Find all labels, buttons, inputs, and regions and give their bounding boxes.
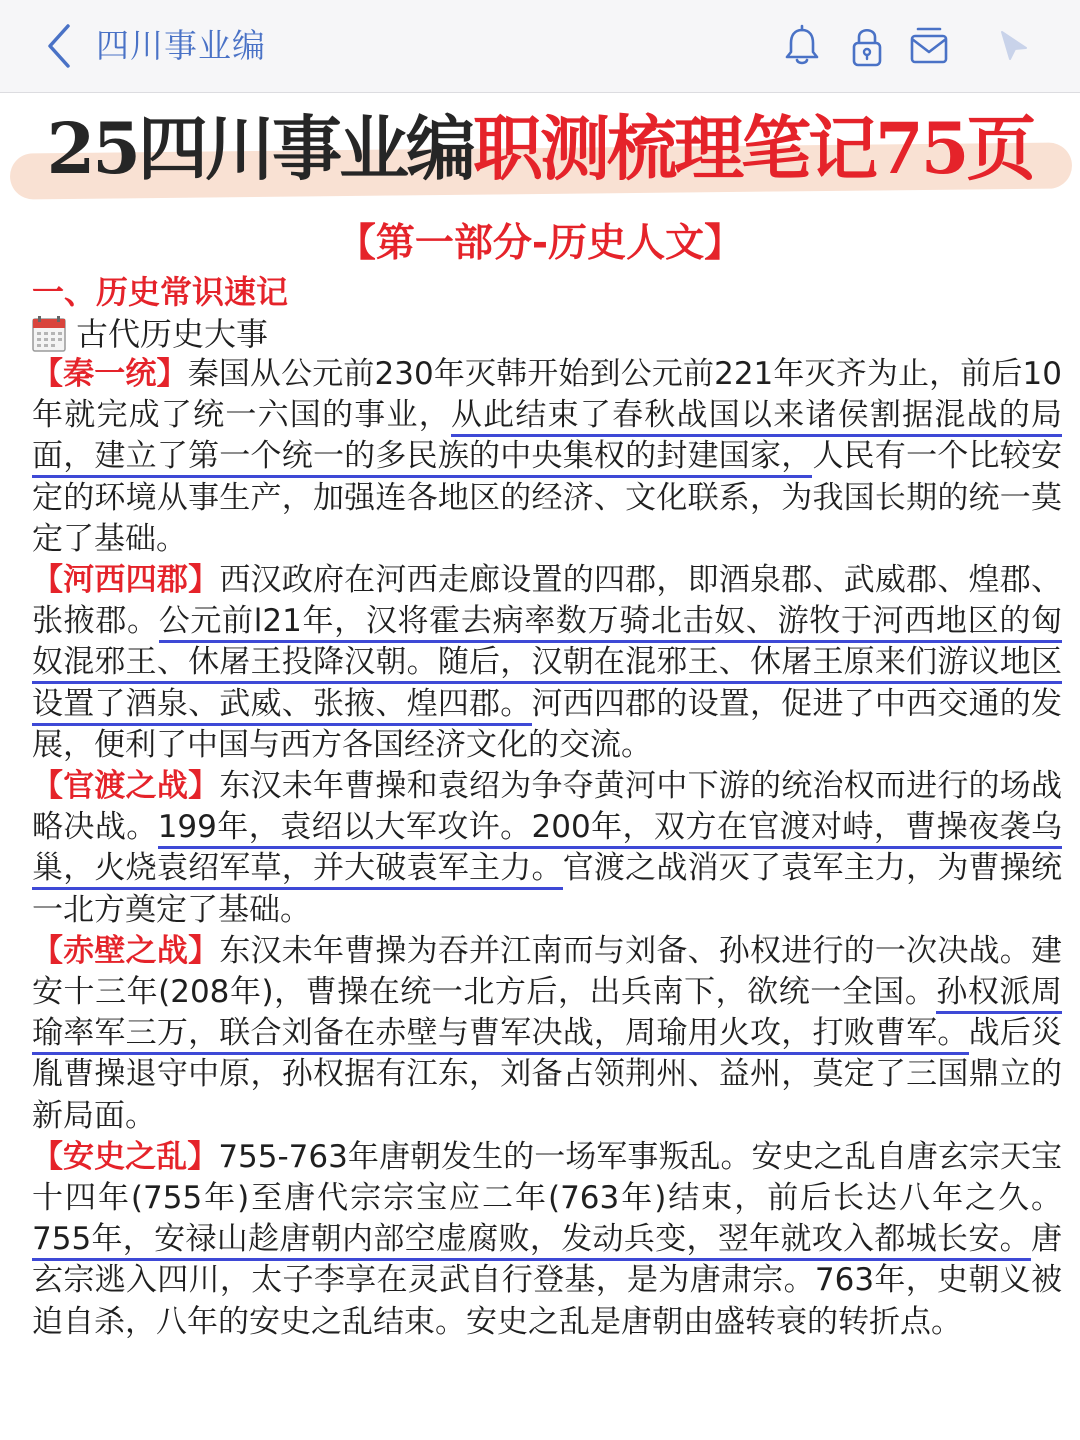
entry-label: 【赤壁之战】: [32, 932, 220, 969]
heading-history: 一、历史常识速记: [32, 273, 289, 311]
entry-battle-of-red-cliffs: [32, 931, 1062, 1137]
back-button[interactable]: [40, 20, 84, 72]
top-nav-bar: [0, 0, 1080, 93]
entry-an-shi-rebellion: [32, 1137, 1062, 1343]
entry-underlined-text: 755年，安禄山趁唐朝内部空虚腐败，发动兵变，翌年就攻入都城长安。: [32, 1221, 1031, 1261]
entry-label: 【河西四郡】: [32, 562, 220, 599]
entry-label: 【安史之乱】: [32, 1138, 219, 1175]
entry-underlined-text: 从此结束了春秋战国以来诸侯割据混战的局面，建立了第一个统一的多民族的中央集权的封建国家，: [32, 397, 1062, 478]
entry-text: 河西四郡的设置，促进了中西交通的发展，便利了中国与西方各国经济文化的交流。: [32, 685, 1062, 763]
headline: [0, 100, 1080, 198]
section-title: 【第一部分-历史人文】: [336, 221, 744, 266]
entry-underlined-text: 孙权派周瑜率军三万，联合刘备在赤壁与曹军决战，周瑜用火攻，打败曹军。: [32, 974, 1062, 1055]
calendar-icon: [32, 316, 66, 352]
headline-part1: 25四川事业编: [46, 107, 473, 190]
bell-button[interactable]: [780, 24, 824, 68]
entry-label: 【官渡之战】: [32, 768, 220, 805]
lock-icon: [845, 24, 889, 68]
entry-battle-of-guandu: [32, 766, 1062, 931]
entry-text: 东汉未年曹操为吞并江南而与刘备、孙权进行的一次决战。建安十三年(208年)，曹操在统一北方后，出兵南下，欲统一全国。: [32, 932, 1062, 1011]
entry-text: 人民有一个比较安定的环境从事生产，加强连各地区的经济、文化联系，为我国长期的统一莫定了基础。: [32, 438, 1062, 557]
bell-icon: [780, 24, 824, 68]
subheading-label: 古代历史大事: [76, 315, 269, 353]
entry-underlined-text: 199年，袁绍以大军攻许。200年，双方在官渡对峙，曹操夜袭乌巢，火烧袁绍军草，并大破袁军主力。: [32, 809, 1062, 890]
lock-button[interactable]: [845, 24, 889, 68]
send-button[interactable]: [992, 24, 1036, 68]
entry-text: 官渡之战消灭了袁军主力，为曹操统一北方奠定了基础。: [32, 850, 1062, 928]
headline-banner: [0, 100, 1080, 200]
entry-text: 西汉政府在河西走廊设置的四郡，即酒泉郡、武威郡、煌郡、张掖郡。: [32, 562, 1062, 640]
nav-title: 四川事业编: [96, 26, 266, 65]
entry-hexi-four-commanderies: [32, 560, 1062, 766]
entry-text: 东汉未年曹操和袁绍为争夺黄河中下游的统治权而进行的场战略决战。: [32, 768, 1062, 846]
send-icon: [992, 24, 1036, 68]
entry-text: 755-763年唐朝发生的一场军事叛乱。安史之乱自唐玄宗天宝十四年(755年)至唐代宗宗宝应二年(763年)结束，前后长达八年之久。: [32, 1138, 1062, 1217]
entry-text: 战后災胤曹操退守中原，孙权据有江东，刘备占领荆州、益州，莫定了三国鼎立的新局面。: [32, 1015, 1062, 1134]
entry-text: 唐玄宗逃入四川，太子李享在灵武自行登基，是为唐肃宗。763年，史朝义被迫自杀，八年的安史之乱结束。安史之乱是唐朝由盛转衰的转折点。: [32, 1221, 1062, 1340]
note-content: [32, 270, 1062, 1343]
entry-qin-unification: [32, 354, 1062, 560]
entry-underlined-text: 公元前l21年，汉将霍去病率数万骑北击奴、游牧于河西地区的匈奴混邪王、休屠王投降汉朝。随后，汉朝在混邪王、休屠王原来们游议地区设置了酒泉、武威、张掖、煌四郡。: [32, 603, 1062, 725]
headline-part2: 职测梳理笔记75页: [473, 107, 1034, 190]
chevron-left-icon: [40, 20, 84, 72]
entry-text: 秦国从公元前230年灭韩开始到公元前221年灭齐为止，前后10年就完成了统一六国的事业，: [32, 356, 1062, 434]
mail-button[interactable]: [907, 24, 951, 68]
mail-icon: [907, 24, 951, 68]
subheading-ancient-events: [32, 314, 1062, 354]
entry-label: 【秦一统】: [32, 356, 188, 392]
